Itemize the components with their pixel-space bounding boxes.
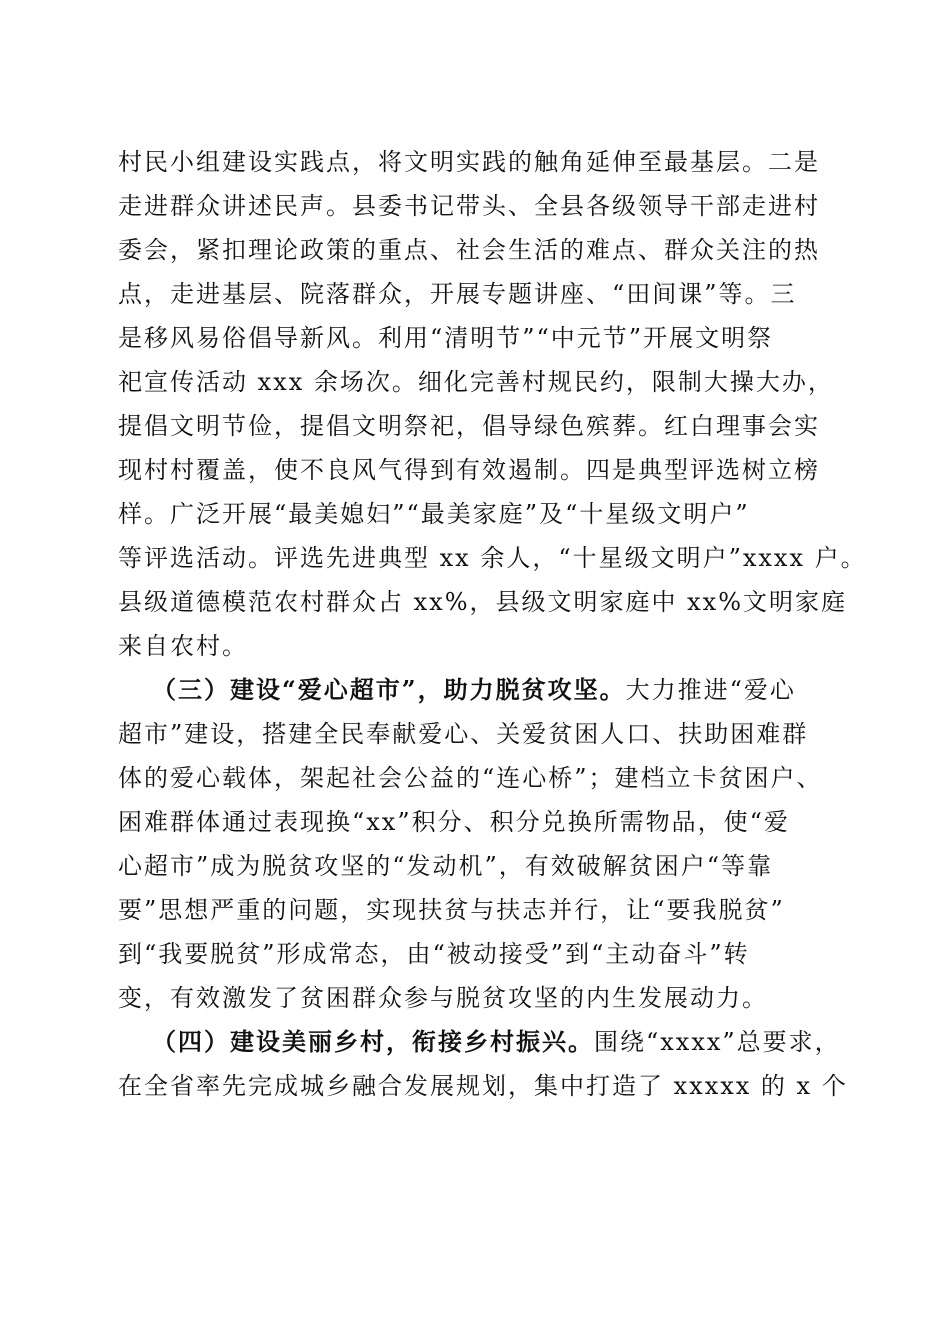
section-3-heading: （三）建设“爱心超市”，助力脱贫攻坚。 bbox=[152, 675, 626, 704]
text-line: 变，有效激发了贫困群众参与脱贫攻坚的内生发展动力。 bbox=[118, 984, 768, 1012]
text-line: 在全省率先完成城乡融合发展规划，集中打造了 xxxxx 的 x 个 bbox=[118, 1072, 848, 1100]
text-line: 现村村覆盖，使不良风气得到有效遏制。四是典型评选树立榜 bbox=[118, 456, 820, 484]
text-line: 提倡文明节俭，提倡文明祭祀，倡导绿色殡葬。红白理事会实 bbox=[118, 412, 820, 440]
text-line: 祀宣传活动 xxx 余场次。细化完善村规民约，限制大操大办， bbox=[118, 368, 834, 396]
text-line: 村民小组建设实践点，将文明实践的触角延伸至最基层。二是 bbox=[118, 148, 820, 176]
text-line: 县级道德模范农村群众占 xx%，县级文明家庭中 xx%文明家庭 bbox=[118, 588, 848, 616]
text-line: 走进群众讲述民声。县委书记带头、全县各级领导干部走进村 bbox=[118, 192, 820, 220]
text-line: 来自农村。 bbox=[118, 632, 248, 660]
section-4-heading: （四）建设美丽乡村，衔接乡村振兴。 bbox=[152, 1027, 594, 1056]
section-4-first-line-text: 围绕“xxxx”总要求， bbox=[594, 1028, 841, 1056]
text-line: 样。广泛开展“最美媳妇”“最美家庭”及“十星级文明户” bbox=[118, 500, 750, 528]
text-line: 是移风易俗倡导新风。利用“清明节”“中元节”开展文明祭 bbox=[118, 324, 774, 352]
text-line: 超市”建设，搭建全民奉献爱心、关爱贫困人口、扶助困难群 bbox=[118, 720, 809, 748]
section-3-first-line-text: 大力推进“爱心 bbox=[625, 676, 796, 704]
section-3-first-line bbox=[118, 668, 834, 712]
text-line: 心超市”成为脱贫攻坚的“发动机”，有效破解贫困户“等靠 bbox=[118, 852, 774, 880]
text-line: 委会，紧扣理论政策的重点、社会生活的难点、群众关注的热 bbox=[118, 236, 820, 264]
text-line: 困难群体通过表现换“xx”积分、积分兑换所需物品，使“爱 bbox=[118, 808, 790, 836]
text-line: 体的爱心载体，架起社会公益的“连心桥”；建档立卡贫困户、 bbox=[118, 764, 823, 792]
section-4-first-line bbox=[118, 1020, 841, 1064]
text-line: 到“我要脱贫”形成常态，由“被动接受”到“主动奋斗”转 bbox=[118, 940, 750, 968]
body-text bbox=[118, 140, 867, 1108]
text-line: 要”思想严重的问题，实现扶贫与扶志并行，让“要我脱贫” bbox=[118, 896, 785, 924]
text-line: 等评选活动。评选先进典型 xx 余人，“十星级文明户”xxxx 户。 bbox=[118, 544, 867, 572]
text-line: 点，走进基层、院落群众，开展专题讲座、“田间课”等。三 bbox=[118, 280, 797, 308]
